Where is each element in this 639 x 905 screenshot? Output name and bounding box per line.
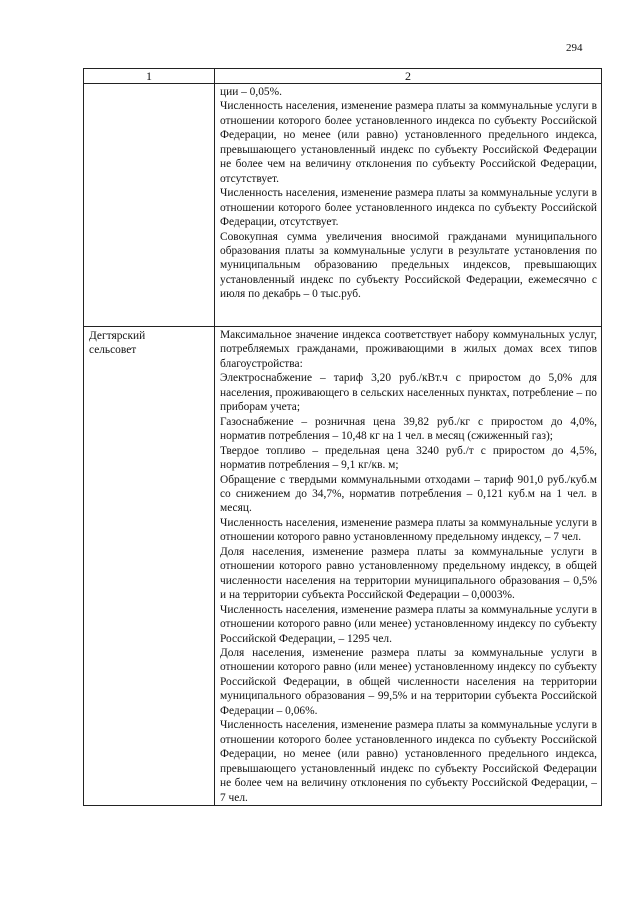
paragraph: Газоснабжение – розничная цена 39,82 руб./кг с приростом до 4,0%, норматив потребления – 10,48 кг на 1 чел. в месяц (сжиженный газ); xyxy=(220,415,597,443)
main-table xyxy=(83,68,602,806)
municipality-cell xyxy=(84,327,215,806)
paragraph: Численность населения, изменение размера платы за коммунальные услуги в отношении которого более установленного индекса по субъекту Российской Федерации, но менее (или равно) установленного предельного индекса, превышающего установленный индекс по субъекту Российской Федерации не более чем на величину отклонения по субъекту Российской Федерации, отсутствует. xyxy=(220,100,597,185)
description-text xyxy=(215,327,601,805)
municipality-name-line: сельсовет xyxy=(89,344,137,357)
municipality-name xyxy=(84,327,214,358)
paragraph: Доля населения, изменение размера платы за коммунальные услуги в отношении которого равно (или менее) установленному индексу по субъекту Российской Федерации, в общей численности населения на территории муниципального образования – 99,5% и на территории субъекта Российской Федерации – 0,06%. xyxy=(220,646,597,717)
paragraph: Доля населения, изменение размера платы за коммунальные услуги в отношении которого равно установленному предельному индексу, в общей численности населения на территории муниципального образования – 0,5% и на территории субъекта Российской Федерации – 0,0003%. xyxy=(220,545,597,602)
paragraph: Обращение с твердыми коммунальными отходами – тариф 901,0 руб./куб.м со снижением до 34,7%, норматив потребления – 0,121 куб.м на 1 чел. в месяц. xyxy=(220,473,597,515)
header-col-1: 1 xyxy=(84,69,215,84)
table-row xyxy=(84,84,602,327)
paragraph: Электроснабжение – тариф 3,20 руб./кВт.ч с приростом до 5,0% для населения, проживающего в сельских населенных пунктах, потребление – по приборам учета; xyxy=(220,372,597,414)
paragraph: Совокупная сумма увеличения вносимой гражданами муниципального образования платы за коммунальные услуги в результате установления по муниципальным образованию предельных индексов, превышающих установленный индекс по субъекту Российской Федерации, ежемесячно с июля по декабрь – 0 тыс.руб. xyxy=(220,230,597,301)
paragraph: Твердое топливо – предельная цена 3240 руб./т с приростом до 4,5%, норматив потребления – 9,1 кг/кв. м; xyxy=(220,444,597,472)
paragraph: Численность населения, изменение размера платы за коммунальные услуги в отношении которого более установленного индекса по субъекту Российской Федерации, отсутствует. xyxy=(220,187,597,229)
table-header-row xyxy=(84,69,602,84)
paragraph: ции – 0,05%. xyxy=(220,86,282,98)
description-text xyxy=(215,84,601,302)
page-number: 294 xyxy=(566,42,583,54)
municipality-name-line: Дегтярский xyxy=(89,330,146,342)
paragraph: Численность населения, изменение размера платы за коммунальные услуги в отношении которого равно (или менее) установленному индексу по субъекту Российской Федерации, – 1295 чел. xyxy=(220,603,597,645)
paragraph: Численность населения, изменение размера платы за коммунальные услуги в отношении которого равно установленному предельному индексу, – 7 чел. xyxy=(220,516,597,544)
description-cell xyxy=(215,84,602,327)
paragraph: Численность населения, изменение размера платы за коммунальные услуги в отношении которого более установленного индекса по субъекту Российской Федерации, но менее (или равно) установленного предельного индекса, превышающего установленный индекс по субъекту Российской Федерации не более чем на величину отклонения по субъекту Российской Федерации, – 7 чел. xyxy=(220,719,597,804)
municipality-cell-empty xyxy=(84,84,215,327)
paragraph: Максимальное значение индекса соответствует набору коммунальных услуг, потребляемых гражданами, проживающими в жилых домах всех типов благоустройства: xyxy=(220,329,597,370)
table-row xyxy=(84,327,602,806)
header-col-2: 2 xyxy=(215,69,602,84)
description-cell xyxy=(215,327,602,806)
